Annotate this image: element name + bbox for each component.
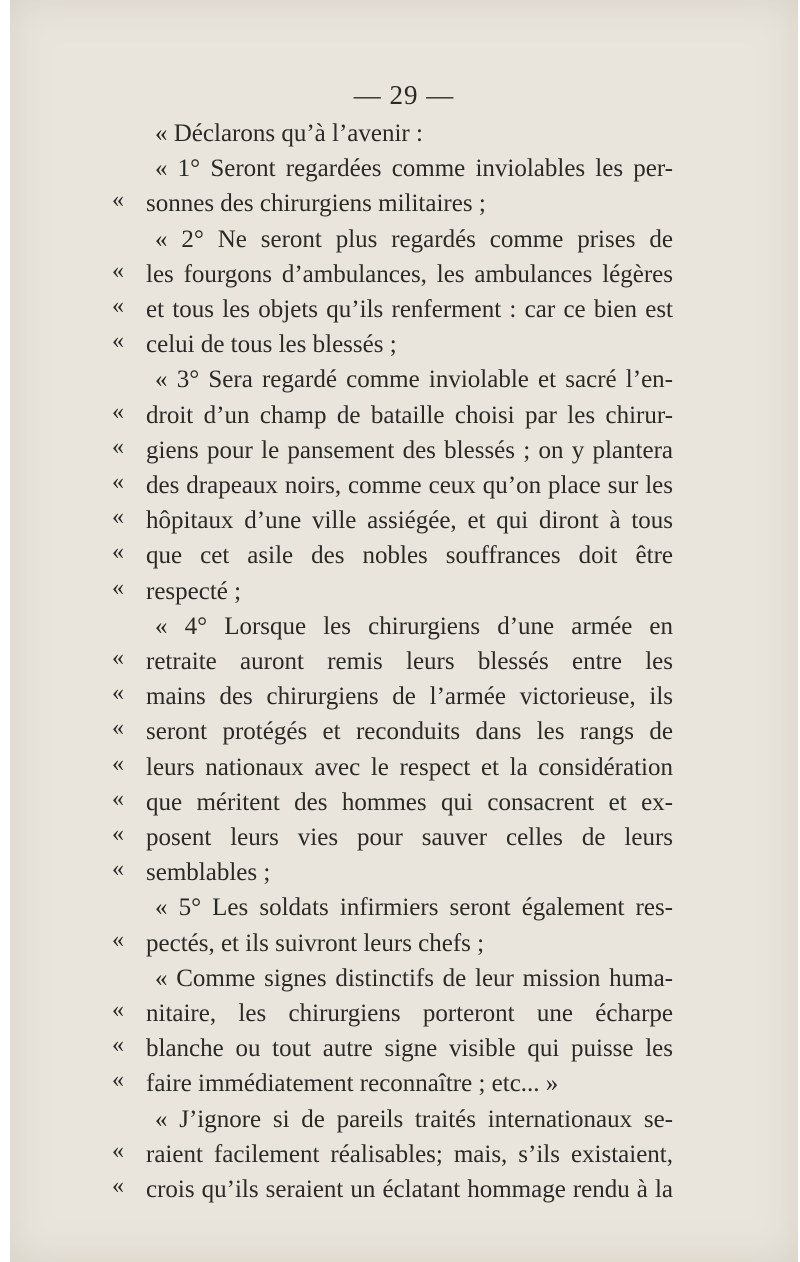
page-number: — 29 —: [353, 80, 455, 110]
margin-quote-mark: «: [112, 574, 124, 601]
margin-quote-mark: «: [112, 997, 124, 1023]
line-text: pectés, et ils suivront leurs chefs ;: [146, 929, 485, 957]
line-text: mains des chirurgiens de l’armée victorieuse, ils: [146, 683, 673, 711]
margin-quote-mark: «: [112, 328, 124, 355]
line-text: giens pour le pansement des blessés ; on y plantera: [146, 436, 673, 464]
line-text: posent leurs vies pour sauver celles de leurs: [146, 824, 673, 851]
line-text: « Comme signes distinctifs de leur mission huma-: [155, 964, 673, 992]
line-text: blanche ou tout autre signe visible qui puisse les: [146, 1035, 673, 1063]
line-text: respecté ;: [146, 577, 242, 605]
text-line: [10, 575, 798, 611]
line-text: « 3° Sera regardé comme inviolable et sacré l’en-: [155, 366, 673, 394]
text-line: [10, 399, 798, 435]
line-text: semblables ;: [146, 859, 271, 887]
line-text: seront protégés et reconduits dans les rangs de: [146, 718, 673, 746]
line-text: « 1° Seront regardées comme inviolables les per-: [155, 155, 673, 183]
margin-quote-mark: «: [112, 785, 124, 812]
text-line: [10, 469, 798, 505]
text-line: [10, 504, 798, 540]
margin-quote-mark: «: [112, 1032, 124, 1059]
line-text: crois qu’ils seraient un éclatant hommage rendu à la: [146, 1176, 673, 1203]
margin-quote-mark: «: [112, 504, 124, 531]
text-line: [10, 539, 798, 575]
text-line: [10, 1067, 798, 1103]
text-line: [10, 751, 798, 787]
line-text: les fourgons d’ambulances, les ambulances légères: [146, 260, 673, 288]
text-line: [10, 363, 798, 399]
text-line: [10, 1138, 798, 1174]
text-line: [10, 645, 798, 681]
margin-quote-mark: «: [112, 715, 124, 742]
text-line: [10, 786, 798, 822]
text-line: [10, 258, 798, 294]
line-text: nitaire, les chirurgiens porteront une écharpe: [146, 1000, 673, 1027]
margin-quote-mark: «: [112, 926, 124, 953]
book-page: [10, 0, 798, 1262]
margin-quote-mark: «: [112, 1173, 124, 1199]
text-line: [10, 434, 798, 470]
margin-quote-mark: «: [112, 821, 124, 847]
text-line: [10, 117, 798, 153]
line-text: « Déclarons qu’à l’avenir :: [155, 120, 423, 147]
text-line: [10, 927, 798, 963]
line-text: « 2° Ne seront plus regardés comme prises de: [155, 225, 673, 253]
line-text: des drapeaux noirs, comme ceux qu’on place sur les: [146, 472, 673, 499]
text-line: [10, 1032, 798, 1068]
text-line: [10, 997, 798, 1033]
text-line: [10, 962, 798, 998]
margin-quote-mark: «: [112, 469, 124, 495]
line-text: que méritent des hommes qui consacrent et ex-: [146, 788, 673, 816]
line-text: celui de tous les blessés ;: [146, 331, 397, 359]
text-line: [10, 187, 798, 223]
line-text: et tous les objets qu’ils renferment : car ce bien est: [146, 296, 673, 323]
text-line: [10, 152, 798, 188]
line-text: « 4° Lorsque les chirurgiens d’une armée en: [155, 612, 673, 640]
text-line: [10, 328, 798, 364]
margin-quote-mark: «: [112, 750, 124, 777]
line-text: sonnes des chirurgiens militaires ;: [146, 190, 486, 218]
text-line: [10, 223, 798, 259]
text-line: [10, 680, 798, 716]
line-text: « 5° Les soldats infirmiers seront également res-: [155, 894, 673, 922]
margin-quote-mark: «: [112, 645, 124, 671]
margin-quote-mark: «: [112, 539, 124, 566]
margin-quote-mark: «: [112, 1137, 124, 1164]
text-line: [10, 293, 798, 329]
margin-quote-mark: «: [112, 856, 124, 883]
text-line: [10, 856, 798, 892]
text-line: [10, 1173, 798, 1209]
line-text: leurs nationaux avec le respect et la considération: [146, 753, 673, 781]
margin-quote-mark: «: [112, 293, 124, 319]
margin-quote-mark: «: [112, 433, 124, 460]
line-text: droit d’un champ de bataille choisi par les chirur-: [146, 401, 673, 429]
margin-quote-mark: «: [112, 187, 124, 214]
margin-quote-mark: «: [112, 257, 124, 284]
margin-quote-mark: «: [112, 680, 124, 707]
line-text: « J’ignore si de pareils traités internationaux se-: [155, 1105, 673, 1133]
line-text: raient facilement réalisables; mais, s’ils existaient,: [146, 1140, 673, 1168]
text-line: [10, 1103, 798, 1139]
text-line: [10, 610, 798, 646]
line-text: faire immédiatement reconnaître ; etc... »: [146, 1070, 559, 1098]
text-line: [10, 821, 798, 857]
line-text: hôpitaux d’une ville assiégée, et qui diront à tous: [146, 507, 673, 535]
line-text: retraite auront remis leurs blessés entre les: [146, 648, 673, 675]
margin-quote-mark: «: [112, 1067, 124, 1094]
line-text: que cet asile des nobles souffrances doit être: [146, 542, 673, 570]
margin-quote-mark: «: [112, 398, 124, 425]
text-line: [10, 715, 798, 751]
text-line: [10, 891, 798, 927]
